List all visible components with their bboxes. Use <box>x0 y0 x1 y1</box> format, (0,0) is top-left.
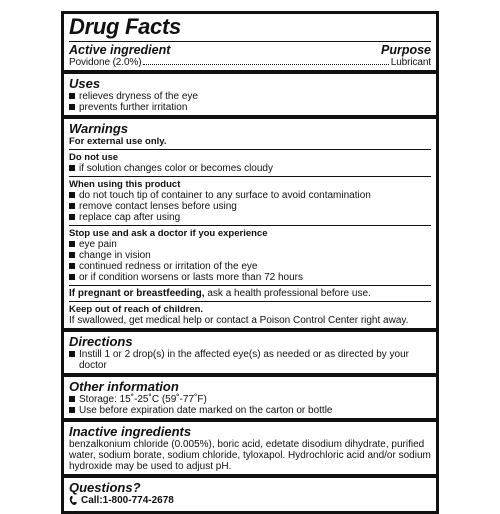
warnings-heading: Warnings <box>69 121 128 136</box>
inactive-heading: Inactive ingredients <box>69 424 192 439</box>
questions-heading: Questions? <box>69 480 141 495</box>
purpose-heading: Purpose <box>380 43 431 57</box>
list-item <box>69 349 431 371</box>
list-item-text: if solution changes color or becomes cloudy <box>79 163 273 174</box>
list-item <box>69 163 431 174</box>
do-not-use-list <box>69 163 431 174</box>
bullet-square-icon <box>69 93 75 99</box>
divider <box>69 285 431 286</box>
bullet-square-icon <box>69 407 75 413</box>
list-item-text: relieves dryness of the eye <box>79 91 198 102</box>
divider <box>69 176 431 177</box>
list-item <box>69 190 431 201</box>
inactive-text: benzalkonium chloride (0.005%), boric acid, edetate disodium dihydrate, purified water, sodium borate, sodium chloride, tyloxapol. Hydrochloric acid and/or sodium hydroxide may be used to adjust pH. <box>69 439 431 472</box>
list-item-text: replace cap after using <box>79 212 181 223</box>
list-item-text: remove contact lenses before using <box>79 201 237 212</box>
list-item <box>69 212 431 223</box>
bullet-square-icon <box>69 274 75 280</box>
list-item-text: eye pain <box>79 239 117 250</box>
list-item <box>69 239 431 250</box>
list-item <box>69 394 431 405</box>
divider <box>69 225 431 226</box>
other-info-heading: Other information <box>69 379 179 394</box>
bullet-square-icon <box>69 104 75 110</box>
directions-list <box>69 349 431 371</box>
section-divider <box>64 70 436 74</box>
list-item <box>69 102 431 113</box>
do-not-use-heading: Do not use <box>69 152 119 163</box>
list-item-text: Use before expiration date marked on the carton or bottle <box>79 405 333 416</box>
list-item-text: continued redness or irritation of the eye <box>79 261 258 272</box>
list-item <box>69 261 431 272</box>
bullet-square-icon <box>69 241 75 247</box>
section-divider <box>64 328 436 332</box>
phone-row <box>69 495 431 507</box>
list-item <box>69 405 431 416</box>
external-use-text: For external use only. <box>69 136 167 147</box>
divider <box>69 41 431 42</box>
list-item <box>69 91 431 102</box>
bullet-square-icon <box>69 351 75 357</box>
keep-out-text: If swallowed, get medical help or contact a Poison Control Center right away. <box>69 315 409 326</box>
bullet-square-icon <box>69 165 75 171</box>
directions-heading: Directions <box>69 334 133 349</box>
section-divider <box>64 474 436 478</box>
stop-use-list <box>69 239 431 283</box>
section-divider <box>64 418 436 422</box>
other-info-list <box>69 394 431 416</box>
section-divider <box>64 373 436 377</box>
phone-number: Call:1-800-774-2678 <box>81 495 174 506</box>
list-item-text: Storage: 15˚-25˚C (59˚-77˚F) <box>79 394 207 405</box>
divider <box>69 149 431 150</box>
active-ingredient-row <box>69 57 431 68</box>
bullet-square-icon <box>69 203 75 209</box>
bullet-square-icon <box>69 396 75 402</box>
list-item-text: or if condition worsens or lasts more than 72 hours <box>79 272 303 283</box>
list-item <box>69 250 431 261</box>
active-ingredient-heading: Active ingredient <box>69 43 171 57</box>
active-header-row <box>69 43 431 57</box>
bullet-square-icon <box>69 214 75 220</box>
bullet-square-icon <box>69 192 75 198</box>
uses-list <box>69 91 431 113</box>
pregnant-warning <box>69 288 431 299</box>
active-ingredient-value: Povidone (2.0%) <box>69 57 142 68</box>
purpose-value: Lubricant <box>390 57 431 68</box>
list-item <box>69 272 431 283</box>
stop-use-heading: Stop use and ask a doctor if you experience <box>69 228 268 239</box>
bullet-square-icon <box>69 263 75 269</box>
dotted-leader <box>143 64 388 65</box>
page-title: Drug Facts <box>69 14 181 39</box>
when-using-heading: When using this product <box>69 179 181 190</box>
list-item-text: do not touch tip of container to any surface to avoid contamination <box>79 190 371 201</box>
list-item-text: prevents further irritation <box>79 102 188 113</box>
drug-facts-label <box>61 11 439 514</box>
list-item-text: Instill 1 or 2 drop(s) in the affected eye(s) as needed or as directed by your doctor <box>79 349 409 371</box>
pregnant-rest: ask a health professional before use. <box>204 288 371 299</box>
uses-heading: Uses <box>69 76 101 91</box>
phone-icon <box>69 496 77 506</box>
keep-out-heading: Keep out of reach of children. <box>69 304 204 315</box>
pregnant-bold: If pregnant or breastfeeding, <box>69 288 205 299</box>
list-item <box>69 201 431 212</box>
divider <box>69 301 431 302</box>
section-divider <box>64 115 436 119</box>
when-using-list <box>69 190 431 223</box>
bullet-square-icon <box>69 252 75 258</box>
list-item-text: change in vision <box>79 250 151 261</box>
